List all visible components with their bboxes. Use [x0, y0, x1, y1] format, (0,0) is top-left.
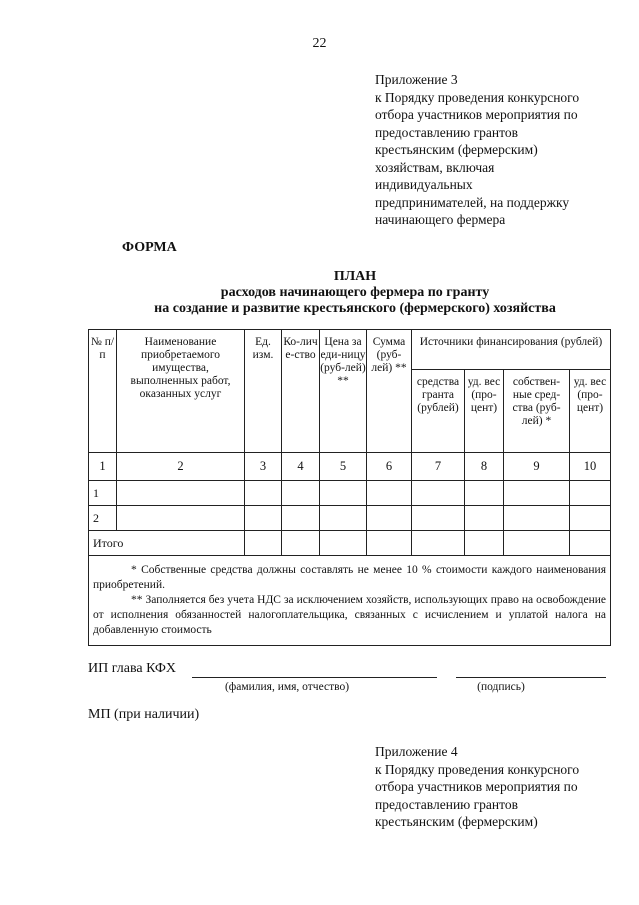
table-cell — [504, 506, 570, 531]
column-number: 10 — [570, 453, 611, 481]
name-signature-line — [192, 677, 437, 678]
table-cell — [570, 506, 611, 531]
table-cell — [367, 531, 412, 556]
table-cell — [245, 481, 282, 506]
table-cell — [412, 481, 465, 506]
header-grant-funds: средства гранта (рублей) — [412, 370, 465, 453]
table-cell — [570, 481, 611, 506]
table-cell — [282, 531, 320, 556]
appendix-3-header — [375, 71, 615, 229]
row-label: 1 — [89, 481, 117, 506]
table-cell — [282, 481, 320, 506]
table-cell — [367, 481, 412, 506]
column-number: 8 — [465, 453, 504, 481]
title-line-3: на создание и развитие крестьянского (фермерского) хозяйства — [154, 301, 556, 316]
stamp-label: МП (при наличии) — [88, 707, 200, 722]
header-quantity: Ко-личе-ство — [282, 330, 320, 453]
total-label: Итого — [89, 531, 245, 556]
header-own-funds: собствен-ные сред-ства (руб-лей) * — [504, 370, 570, 453]
header-unit: Ед. изм. — [245, 330, 282, 453]
expense-plan-table — [88, 329, 611, 646]
column-number: 2 — [117, 453, 245, 481]
table-cell — [465, 481, 504, 506]
table-cell — [245, 506, 282, 531]
table-cell — [117, 506, 245, 531]
column-number: 9 — [504, 453, 570, 481]
column-number: 3 — [245, 453, 282, 481]
table-cell — [117, 481, 245, 506]
appendix-3-line: к Порядку проведения конкурсного — [375, 89, 580, 105]
appendix-3-line: крестьянским (фермерским) — [375, 142, 538, 157]
table-row — [89, 506, 611, 531]
appendix-4-header — [375, 743, 615, 831]
column-number: 5 — [320, 453, 367, 481]
appendix-4-line: к Порядку проведения конкурсного — [375, 761, 580, 777]
appendix-4-line: Приложение 4 — [375, 744, 458, 759]
table-cell — [504, 481, 570, 506]
table-cell — [367, 506, 412, 531]
document-title — [0, 269, 639, 317]
column-number: 7 — [412, 453, 465, 481]
column-number: 1 — [89, 453, 117, 481]
appendix-3-line: начинающего фермера — [375, 212, 506, 227]
table-cell — [320, 481, 367, 506]
header-funding-sources: Источники финансирования (рублей) — [412, 330, 611, 370]
table-footnotes — [89, 556, 611, 646]
table-cell — [412, 531, 465, 556]
table-cell — [412, 506, 465, 531]
title-line-2: расходов начинающего фермера по гранту — [220, 285, 490, 300]
appendix-3-line: отбора участников мероприятия по — [375, 107, 578, 122]
signature-label: ИП глава КФХ — [88, 661, 176, 676]
appendix-3-line: предоставлению грантов — [375, 124, 518, 140]
footnote-vat: ** Заполняется без учета НДС за исключением хозяйств, использующих право на освобождение от исполнения обязанностей налогоплательщика, связанных с исчислением и уплатой налога на добавленную стоимость — [93, 594, 606, 636]
table-cell — [570, 531, 611, 556]
table-cell — [320, 506, 367, 531]
table-row — [89, 481, 611, 506]
header-own-share: уд. вес (про-цент) — [570, 370, 611, 453]
table-cell — [245, 531, 282, 556]
appendix-3-line: индивидуальных — [375, 177, 473, 192]
appendix-3-line: хозяйствам, включая — [375, 159, 495, 175]
column-number: 6 — [367, 453, 412, 481]
name-caption: (фамилия, имя, отчество) — [224, 681, 350, 693]
form-label: ФОРМА — [122, 240, 177, 255]
appendix-3-line: Приложение 3 — [375, 72, 458, 87]
page-number: 22 — [312, 36, 327, 51]
table-cell — [465, 506, 504, 531]
column-number: 4 — [282, 453, 320, 481]
header-grant-share: уд. вес (про-цент) — [465, 370, 504, 453]
table-row-total — [89, 531, 611, 556]
header-name: Наименование приобретаемого имущества, выполненных работ, оказанных услуг — [117, 330, 245, 453]
table-cell — [320, 531, 367, 556]
signature-line — [456, 677, 606, 678]
appendix-4-line: отбора участников мероприятия по — [375, 779, 578, 794]
appendix-4-line: предоставлению грантов — [375, 796, 518, 812]
title-line-1: ПЛАН — [333, 269, 377, 284]
appendix-4-line: крестьянским (фермерским) — [375, 814, 538, 829]
table-cell — [282, 506, 320, 531]
table-cell — [504, 531, 570, 556]
row-label: 2 — [89, 506, 117, 531]
footnote-own-funds: * Собственные средства должны составлять не менее 10 % стоимости каждого наименования приобретений. — [93, 564, 606, 591]
table-cell — [465, 531, 504, 556]
signature-caption: (подпись) — [477, 681, 525, 693]
header-sum: Сумма (руб-лей) ** — [367, 330, 412, 453]
appendix-3-line: предпринимателей, на поддержку — [375, 194, 570, 210]
header-num: № п/п — [89, 330, 117, 453]
header-unit-price: Цена за еди-ницу (руб-лей) ** — [320, 330, 367, 453]
